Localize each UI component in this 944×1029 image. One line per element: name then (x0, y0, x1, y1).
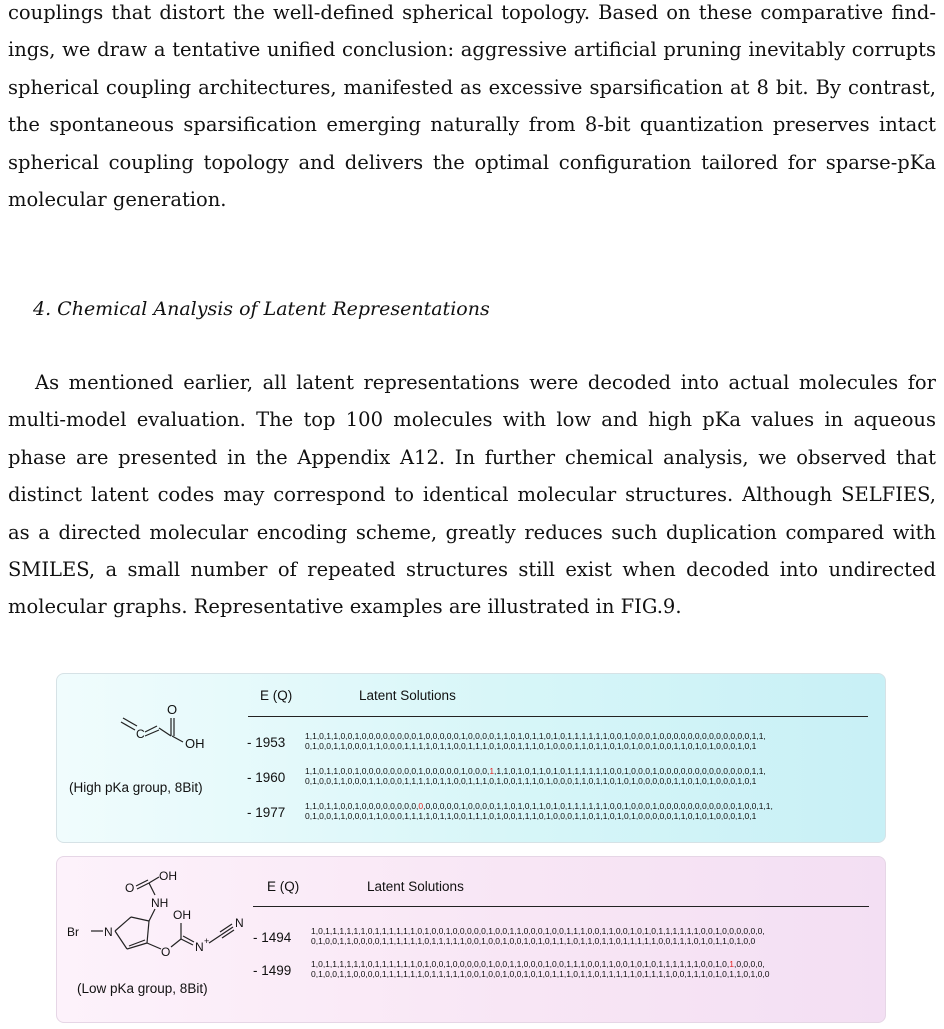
energy-value: - 1953 (247, 735, 286, 750)
figure-panel-low-pka (56, 856, 886, 1023)
bits-line (311, 937, 765, 947)
molecule-low-pka-structure (63, 865, 253, 985)
bit-run: 0,1,0,0,1,1,0,0,0,0,1,1,1,1,1,1,0,1,1,1,1,1,0,0,1,0,0,1,0,0,1,0,1,0,1,1,1,0,1,1,0,1,1,1,1,1,0,1,1,1,1,0,0,1,1,1,0,1,0,1,1,0,1,0,0 (311, 968, 770, 979)
bit-run: 1,1,0,1,1,0,0,1,0,0,0,0,0,0,0,0,1,0,0,0,0,0,1,0,0,0, (305, 766, 490, 776)
column-header-latent: Latent Solutions (359, 688, 456, 703)
bits-line (311, 970, 769, 980)
atom-label-o: O (161, 945, 171, 959)
energy-value: - 1494 (253, 930, 292, 945)
text-line: couplings that distort the well-defined spherical topology. Based on these comparative find- (8, 1, 936, 24)
text-line: the spontaneous sparsification emerging naturally from 8-bit quantization preserves intact (8, 113, 936, 137)
atom-label-n: N (104, 925, 113, 939)
atom-label-br: Br (67, 925, 79, 939)
latent-solution (311, 927, 765, 946)
paragraph-2 (8, 364, 936, 626)
column-header-latent: Latent Solutions (367, 879, 464, 894)
column-header-energy: E (Q) (267, 879, 300, 894)
paragraph-1 (8, 0, 936, 218)
atom-label-oh: OH (173, 908, 191, 922)
bits-line (305, 812, 773, 822)
text-line: As mentioned earlier, all latent representations were decoded into actual molecules for (35, 371, 936, 394)
bit-run: 1,0,1,1,1,1,1,1,0,1,1,1,1,1,1,0,1,0,0,1,0,0,0,0,0,1,0,0,1,1,0,0,0,1,0,0,1,1,1,0,0,1,1,0,0,1,0,1,0,1,1,1,1,1,1,0,0,1,0,0,0,0,0,0, (311, 926, 765, 936)
latent-solution (305, 767, 766, 786)
latent-solution (305, 732, 766, 751)
text-line: spherical coupling topology and delivers the optimal configuration tailored for sparse-pKa (8, 150, 936, 174)
panel-caption: (High pKa group, 8Bit) (69, 780, 203, 795)
bit-run: ,0,0,0,0,0,1,0,0,0,0,1,1,0,1,0,1,1,0,1,0,1,1,1,1,1,1,0,0,1,0,0,0,1,0,0,0,0,0,0,0,0,0,0,0,1,0,0,1,1, (423, 801, 773, 811)
atom-label-n: N (195, 940, 204, 954)
text-line: ings, we draw a tentative unified conclusion: aggressive artificial pruning inevitably corrupts (8, 38, 936, 62)
column-header-energy: E (Q) (260, 688, 293, 703)
text-line: molecular generation. (8, 188, 227, 212)
atom-label-nh: NH (151, 896, 169, 910)
atom-label-c: C (136, 727, 145, 741)
header-rule (253, 906, 869, 907)
bit-run: ,0,0,0,0, (733, 959, 765, 969)
charge-label: + (204, 936, 210, 946)
bit-run: 0,1,0,0,1,1,0,0,0,0,1,1,1,1,1,1,0,1,1,1,1,1,0,0,1,0,0,1,0,0,1,0,1,0,1,1,1,0,1,1,0,1,1,0,1,1,1,1,1,0,0,1,1,1,0,1,0,1,1,0,1,0,0 (311, 935, 756, 946)
bit-run: 0,1,0,0,1,1,0,0,0,1,1,0,0,0,1,1,1,1,0,1,1,0,0,1,1,1,0,1,0,0,1,1,1,0,1,0,0,0,1,1,0,1,1,0,1,0,1,0,0,0,0,0,1,1,0,1,0,1,0,0,0,1,0,1 (305, 775, 757, 786)
atom-label-o: O (125, 881, 135, 895)
header-rule (248, 716, 868, 717)
text-line: distinct latent codes may correspond to identical molecular structures. Although SELFIES, (8, 483, 936, 507)
atom-label-n: N (235, 916, 244, 930)
text-line: spherical coupling architectures, manifested as excessive sparsification at 8 bit. By contrast, (8, 75, 936, 99)
bits-line (305, 777, 766, 787)
bit-run: 0,1,0,0,1,1,0,0,0,1,1,0,0,0,1,1,1,1,0,1,1,0,0,1,1,1,0,1,0,0,1,1,1,0,1,0,0,0,1,1,0,1,1,0,1,0,1,0,0,1,0,0,1,1,0,1,0,1,0,0,0,1,0,1 (305, 740, 757, 751)
molecule-high-pka-structure (75, 684, 255, 764)
atom-label-oh: OH (159, 869, 177, 883)
bit-run: 1,1,0,1,1,0,0,1,0,0,0,0,0,0,0,0, (305, 801, 419, 811)
atom-label-o: O (167, 702, 178, 717)
panel-caption: (Low pKa group, 8Bit) (77, 981, 208, 996)
figure-panel-high-pka (56, 673, 886, 843)
text-line: SMILES, a small number of repeated structures still exist when decoded into undirected (8, 558, 936, 582)
text-line: multi-model evaluation. The top 100 molecules with low and high pKa values in aqueous (8, 408, 936, 432)
bit-run: ,1,1,0,1,0,1,1,0,1,0,1,1,1,1,1,1,0,0,1,0,0,0,1,0,0,0,0,0,0,0,0,0,0,0,0,0,1,1, (494, 766, 766, 776)
energy-value: - 1977 (247, 805, 286, 820)
bits-line (305, 742, 766, 752)
text-line: as a directed molecular encoding scheme, greatly reduces such duplication compared with (8, 520, 936, 544)
highlighted-bit: 0 (418, 801, 424, 811)
text-line: phase are presented in the Appendix A12. In further chemical analysis, we observed that (8, 445, 936, 469)
highlighted-bit: 1 (489, 766, 495, 776)
energy-value: - 1960 (247, 770, 286, 785)
bit-run: 1,0,1,1,1,1,1,1,0,1,1,1,1,1,1,0,1,0,0,1,0,0,0,0,0,1,0,0,1,1,0,0,0,1,0,0,1,1,1,0,0,1,1,0,0,1,0,1,0,1,1,1,1,1,1,0,0,1,0, (311, 959, 730, 969)
energy-value: - 1499 (253, 963, 292, 978)
highlighted-bit: 1 (729, 959, 734, 969)
latent-solution (305, 802, 773, 821)
text-line: molecular graphs. Representative examples are illustrated in FIG.9. (8, 595, 682, 619)
bit-run: 0,1,0,0,1,1,0,0,0,1,1,0,0,0,1,1,1,1,0,1,1,0,0,1,1,1,0,1,0,0,1,1,1,0,1,0,0,0,1,1,0,1,1,0,1,0,1,0,0,0,0,0,1,1,0,1,0,1,0,0,0,1,0,1 (305, 810, 757, 821)
section-heading: 4. Chemical Analysis of Latent Representations (33, 298, 490, 320)
latent-solution (311, 960, 769, 979)
atom-label-oh: OH (185, 736, 205, 751)
bit-run: 1,1,0,1,1,0,0,1,0,0,0,0,0,0,0,0,1,0,0,0,0,0,1,0,0,0,0,1,1,0,1,0,1,1,0,1,0,1,1,1,1,1,1,0,0,1,0,0,0,1,0,0,0,0,0,0,0,0,0,0,0,0,0,1,1, (305, 731, 766, 741)
